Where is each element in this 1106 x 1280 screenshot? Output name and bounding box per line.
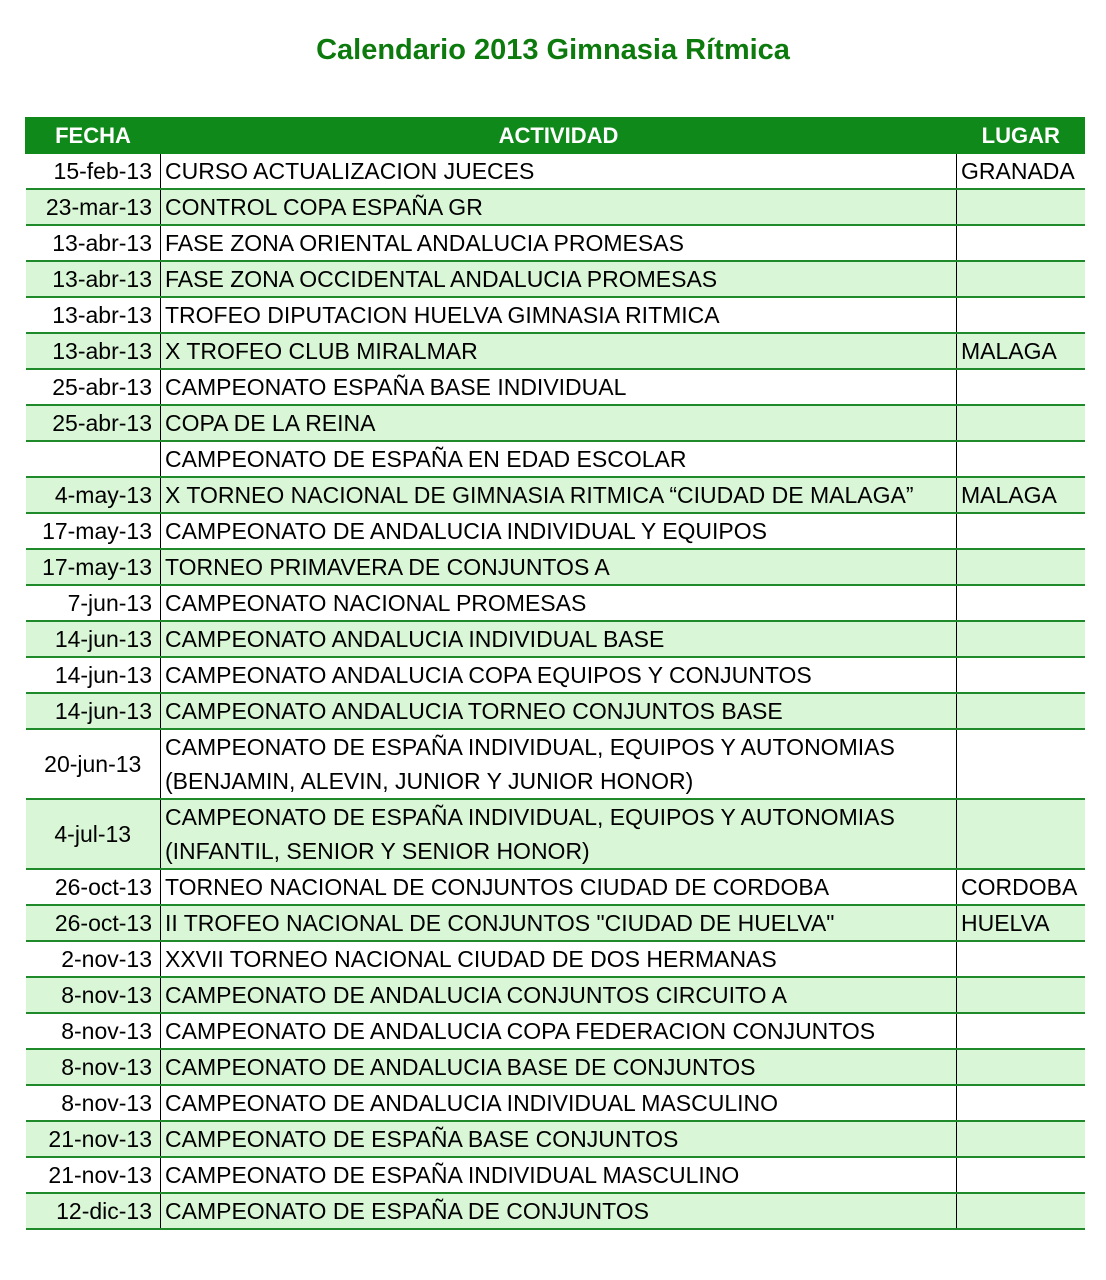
cell-actividad: CAMPEONATO DE ANDALUCIA INDIVIDUAL MASCULINO bbox=[161, 1085, 957, 1121]
cell-fecha: 21-nov-13 bbox=[26, 1121, 161, 1157]
table-row bbox=[26, 189, 1085, 225]
cell-lugar bbox=[957, 941, 1085, 977]
cell-actividad: CAMPEONATO DE ESPAÑA BASE CONJUNTOS bbox=[161, 1121, 957, 1157]
table-row bbox=[26, 225, 1085, 261]
table-row bbox=[26, 1013, 1085, 1049]
cell-actividad: X TROFEO CLUB MIRALMAR bbox=[161, 333, 957, 369]
cell-lugar bbox=[957, 585, 1085, 621]
cell-fecha: 17-may-13 bbox=[26, 513, 161, 549]
cell-fecha: 17-may-13 bbox=[26, 549, 161, 585]
cell-lugar bbox=[957, 549, 1085, 585]
cell-actividad bbox=[161, 799, 957, 869]
cell-actividad: COPA DE LA REINA bbox=[161, 405, 957, 441]
cell-fecha: 25-abr-13 bbox=[26, 369, 161, 405]
table-row bbox=[26, 1121, 1085, 1157]
cell-fecha: 20-jun-13 bbox=[26, 729, 161, 799]
cell-fecha: 13-abr-13 bbox=[26, 297, 161, 333]
table-row bbox=[26, 621, 1085, 657]
cell-actividad: CAMPEONATO DE ANDALUCIA INDIVIDUAL Y EQUIPOS bbox=[161, 513, 957, 549]
cell-lugar bbox=[957, 261, 1085, 297]
calendar-body bbox=[26, 154, 1085, 1229]
cell-actividad: CAMPEONATO ANDALUCIA INDIVIDUAL BASE bbox=[161, 621, 957, 657]
cell-lugar bbox=[957, 1049, 1085, 1085]
cell-fecha: 23-mar-13 bbox=[26, 189, 161, 225]
table-row bbox=[26, 297, 1085, 333]
actividad-line-1: CAMPEONATO DE ESPAÑA INDIVIDUAL, EQUIPOS Y AUTONOMIAS bbox=[165, 804, 895, 830]
table-row bbox=[26, 869, 1085, 905]
cell-actividad: II TROFEO NACIONAL DE CONJUNTOS "CIUDAD DE HUELVA" bbox=[161, 905, 957, 941]
cell-fecha: 21-nov-13 bbox=[26, 1157, 161, 1193]
table-row bbox=[26, 405, 1085, 441]
cell-lugar: MALAGA bbox=[957, 477, 1085, 513]
cell-fecha: 15-feb-13 bbox=[26, 154, 161, 189]
cell-lugar bbox=[957, 977, 1085, 1013]
table-row bbox=[26, 585, 1085, 621]
cell-fecha: 26-oct-13 bbox=[26, 905, 161, 941]
page-title: Calendario 2013 Gimnasia Rítmica bbox=[316, 34, 790, 66]
cell-lugar: HUELVA bbox=[957, 905, 1085, 941]
table-row bbox=[26, 477, 1085, 513]
actividad-line-2: (INFANTIL, SENIOR Y SENIOR HONOR) bbox=[165, 838, 590, 864]
cell-actividad: CURSO ACTUALIZACION JUECES bbox=[161, 154, 957, 189]
cell-lugar bbox=[957, 1121, 1085, 1157]
cell-lugar bbox=[957, 1013, 1085, 1049]
cell-fecha: 8-nov-13 bbox=[26, 1049, 161, 1085]
cell-lugar bbox=[957, 1193, 1085, 1229]
cell-actividad: X TORNEO NACIONAL DE GIMNASIA RITMICA “CIUDAD DE MALAGA” bbox=[161, 477, 957, 513]
table-row bbox=[26, 1049, 1085, 1085]
cell-fecha: 8-nov-13 bbox=[26, 977, 161, 1013]
cell-fecha: 2-nov-13 bbox=[26, 941, 161, 977]
cell-fecha: 13-abr-13 bbox=[26, 333, 161, 369]
table-row bbox=[26, 369, 1085, 405]
cell-lugar bbox=[957, 369, 1085, 405]
cell-lugar bbox=[957, 189, 1085, 225]
cell-fecha: 14-jun-13 bbox=[26, 657, 161, 693]
table-row bbox=[26, 441, 1085, 477]
table-row bbox=[26, 799, 1085, 869]
table-row bbox=[26, 513, 1085, 549]
table-row bbox=[26, 549, 1085, 585]
column-header-lugar: LUGAR bbox=[957, 117, 1085, 154]
cell-fecha: 4-jul-13 bbox=[26, 799, 161, 869]
cell-actividad: CAMPEONATO DE ANDALUCIA CONJUNTOS CIRCUITO A bbox=[161, 977, 957, 1013]
table-row bbox=[26, 941, 1085, 977]
table-row bbox=[26, 1193, 1085, 1229]
column-header-actividad: ACTIVIDAD bbox=[161, 117, 957, 154]
cell-fecha: 4-may-13 bbox=[26, 477, 161, 513]
cell-fecha: 13-abr-13 bbox=[26, 225, 161, 261]
cell-lugar bbox=[957, 1085, 1085, 1121]
cell-lugar bbox=[957, 657, 1085, 693]
cell-fecha: 7-jun-13 bbox=[26, 585, 161, 621]
cell-lugar bbox=[957, 1157, 1085, 1193]
cell-actividad: TORNEO NACIONAL DE CONJUNTOS CIUDAD DE CORDOBA bbox=[161, 869, 957, 905]
cell-actividad: TORNEO PRIMAVERA DE CONJUNTOS A bbox=[161, 549, 957, 585]
cell-fecha: 14-jun-13 bbox=[26, 621, 161, 657]
actividad-line-1: CAMPEONATO DE ESPAÑA INDIVIDUAL, EQUIPOS Y AUTONOMIAS bbox=[165, 734, 895, 760]
header-row bbox=[26, 117, 1085, 154]
cell-actividad: FASE ZONA OCCIDENTAL ANDALUCIA PROMESAS bbox=[161, 261, 957, 297]
cell-actividad: CAMPEONATO DE ESPAÑA EN EDAD ESCOLAR bbox=[161, 441, 957, 477]
cell-actividad: TROFEO DIPUTACION HUELVA GIMNASIA RITMICA bbox=[161, 297, 957, 333]
actividad-line-2: (BENJAMIN, ALEVIN, JUNIOR Y JUNIOR HONOR) bbox=[165, 768, 694, 794]
cell-fecha: 8-nov-13 bbox=[26, 1085, 161, 1121]
cell-actividad: CAMPEONATO DE ANDALUCIA BASE DE CONJUNTOS bbox=[161, 1049, 957, 1085]
table-row bbox=[26, 1157, 1085, 1193]
cell-actividad: CAMPEONATO DE ANDALUCIA COPA FEDERACION CONJUNTOS bbox=[161, 1013, 957, 1049]
cell-lugar bbox=[957, 693, 1085, 729]
cell-lugar: CORDOBA bbox=[957, 869, 1085, 905]
cell-actividad: CAMPEONATO ANDALUCIA TORNEO CONJUNTOS BASE bbox=[161, 693, 957, 729]
cell-lugar bbox=[957, 799, 1085, 869]
cell-lugar: MALAGA bbox=[957, 333, 1085, 369]
cell-fecha: 13-abr-13 bbox=[26, 261, 161, 297]
column-header-fecha: FECHA bbox=[26, 117, 161, 154]
cell-fecha: 25-abr-13 bbox=[26, 405, 161, 441]
cell-actividad: CAMPEONATO ESPAÑA BASE INDIVIDUAL bbox=[161, 369, 957, 405]
cell-lugar bbox=[957, 513, 1085, 549]
cell-actividad: CAMPEONATO NACIONAL PROMESAS bbox=[161, 585, 957, 621]
cell-actividad: CAMPEONATO DE ESPAÑA INDIVIDUAL MASCULINO bbox=[161, 1157, 957, 1193]
cell-fecha: 12-dic-13 bbox=[26, 1193, 161, 1229]
table-row bbox=[26, 261, 1085, 297]
table-row bbox=[26, 905, 1085, 941]
cell-fecha: 26-oct-13 bbox=[26, 869, 161, 905]
cell-actividad: CAMPEONATO ANDALUCIA COPA EQUIPOS Y CONJUNTOS bbox=[161, 657, 957, 693]
cell-lugar: GRANADA bbox=[957, 154, 1085, 189]
calendar-table bbox=[25, 117, 1085, 1230]
cell-lugar bbox=[957, 297, 1085, 333]
cell-actividad: CONTROL COPA ESPAÑA GR bbox=[161, 189, 957, 225]
cell-actividad bbox=[161, 729, 957, 799]
cell-actividad: CAMPEONATO DE ESPAÑA DE CONJUNTOS bbox=[161, 1193, 957, 1229]
table-row bbox=[26, 333, 1085, 369]
cell-lugar bbox=[957, 441, 1085, 477]
table-row bbox=[26, 693, 1085, 729]
table-row bbox=[26, 729, 1085, 799]
cell-fecha: 8-nov-13 bbox=[26, 1013, 161, 1049]
table-row bbox=[26, 154, 1085, 189]
cell-lugar bbox=[957, 621, 1085, 657]
cell-fecha bbox=[26, 441, 161, 477]
cell-actividad: FASE ZONA ORIENTAL ANDALUCIA PROMESAS bbox=[161, 225, 957, 261]
cell-lugar bbox=[957, 729, 1085, 799]
table-row bbox=[26, 657, 1085, 693]
table-row bbox=[26, 1085, 1085, 1121]
cell-lugar bbox=[957, 405, 1085, 441]
table-row bbox=[26, 977, 1085, 1013]
cell-lugar bbox=[957, 225, 1085, 261]
cell-fecha: 14-jun-13 bbox=[26, 693, 161, 729]
cell-actividad: XXVII TORNEO NACIONAL CIUDAD DE DOS HERMANAS bbox=[161, 941, 957, 977]
